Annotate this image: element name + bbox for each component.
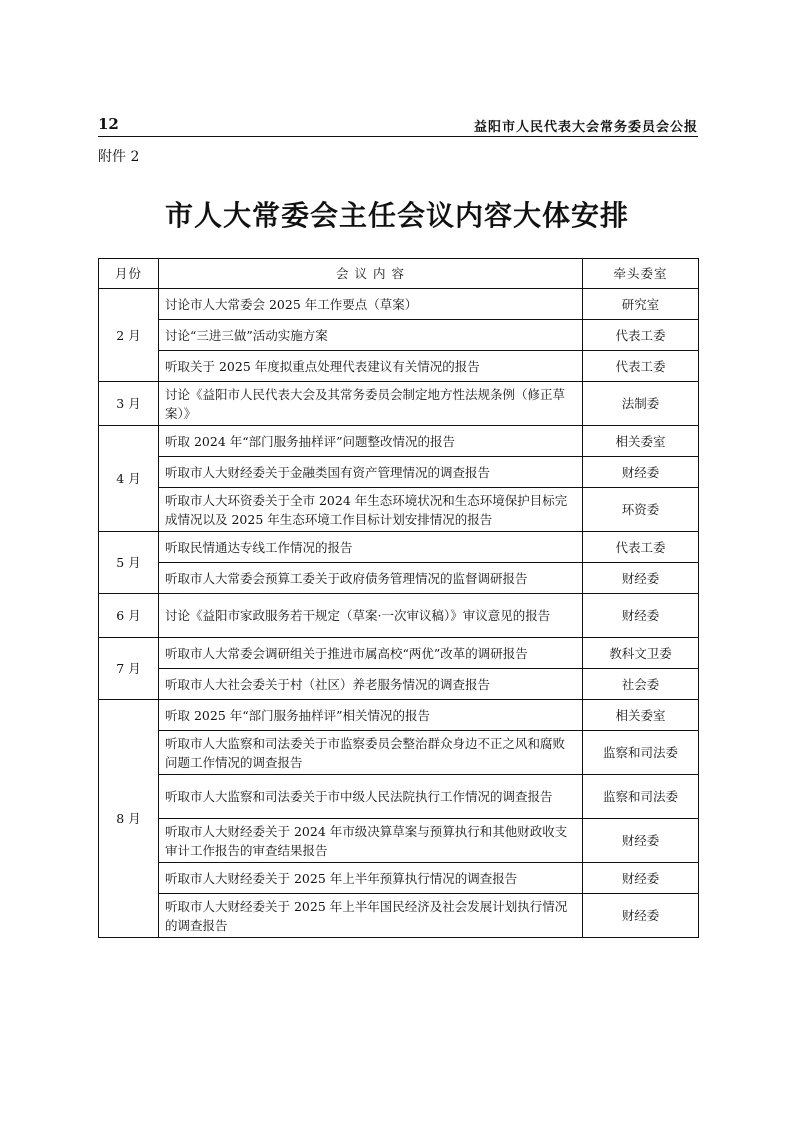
month-cell: 2 月: [99, 289, 159, 382]
content-cell: 听取市人大常委会调研组关于推进市属高校“两优”改革的调研报告: [159, 638, 583, 669]
month-cell: 8 月: [99, 700, 159, 938]
committee-cell: 环资委: [583, 488, 699, 532]
schedule-table: [98, 258, 699, 938]
header-rule: [98, 136, 698, 137]
attachment-label: 附件 2: [98, 149, 140, 165]
month-cell: 6 月: [99, 594, 159, 638]
content-cell: 听取市人大财经委关于 2025 年上半年预算执行情况的调查报告: [159, 863, 583, 894]
table-row: [99, 351, 699, 382]
month-cell: 4 月: [99, 426, 159, 532]
content-cell: 听取市人大环资委关于全市 2024 年生态环境状况和生态环境保护目标完成情况以及 2025 年生态环境工作目标计划安排情况的报告: [159, 488, 583, 532]
table-row: [99, 426, 699, 457]
table-row: [99, 563, 699, 594]
table-row: [99, 700, 699, 731]
header-month: 月份: [99, 259, 159, 289]
content-cell: 讨论《益阳市家政服务若干规定（草案·一次审议稿）》审议意见的报告: [159, 594, 583, 638]
month-cell: 3 月: [99, 382, 159, 426]
committee-cell: 相关委室: [583, 700, 699, 731]
committee-cell: 教科文卫委: [583, 638, 699, 669]
content-cell: 听取关于 2025 年度拟重点处理代表建议有关情况的报告: [159, 351, 583, 382]
document-title: 市人大常委会主任会议内容大体安排: [164, 199, 629, 232]
content-cell: 听取 2024 年“部门服务抽样评”问题整改情况的报告: [159, 426, 583, 457]
committee-cell: 代表工委: [583, 351, 699, 382]
committee-cell: 研究室: [583, 289, 699, 320]
table-row: [99, 457, 699, 488]
table-row: [99, 775, 699, 819]
table-row: [99, 894, 699, 938]
table-row: [99, 382, 699, 426]
committee-cell: 财经委: [583, 563, 699, 594]
content-cell: 听取市人大社会委关于村（社区）养老服务情况的调查报告: [159, 669, 583, 700]
table-row: [99, 819, 699, 863]
month-cell: 7 月: [99, 638, 159, 700]
committee-cell: 监察和司法委: [583, 731, 699, 775]
content-cell: 听取民情通达专线工作情况的报告: [159, 532, 583, 563]
header-content: 会 议 内 容: [159, 259, 583, 289]
content-cell: 讨论《益阳市人民代表大会及其常务委员会制定地方性法规条例（修正草案）》: [159, 382, 583, 426]
committee-cell: 代表工委: [583, 320, 699, 351]
content-cell: 听取市人大财经委关于 2024 年市级决算草案与预算执行和其他财政收支审计工作报告的审查结果报告: [159, 819, 583, 863]
table-row: [99, 638, 699, 669]
table-row: [99, 320, 699, 351]
content-cell: 讨论“三进三做”活动实施方案: [159, 320, 583, 351]
committee-cell: 财经委: [583, 594, 699, 638]
content-cell: 听取市人大财经委关于金融类国有资产管理情况的调查报告: [159, 457, 583, 488]
content-cell: 听取市人大常委会预算工委关于政府债务管理情况的监督调研报告: [159, 563, 583, 594]
committee-cell: 财经委: [583, 819, 699, 863]
content-cell: 讨论市人大常委会 2025 年工作要点（草案）: [159, 289, 583, 320]
page-number: 12: [98, 115, 119, 133]
committee-cell: 监察和司法委: [583, 775, 699, 819]
table-row: [99, 289, 699, 320]
content-cell: 听取 2025 年“部门服务抽样评”相关情况的报告: [159, 700, 583, 731]
table-row: [99, 532, 699, 563]
committee-cell: 社会委: [583, 669, 699, 700]
committee-cell: 财经委: [583, 894, 699, 938]
content-cell: 听取市人大监察和司法委关于市中级人民法院执行工作情况的调查报告: [159, 775, 583, 819]
content-cell: 听取市人大财经委关于 2025 年上半年国民经济及社会发展计划执行情况的调查报告: [159, 894, 583, 938]
committee-cell: 法制委: [583, 382, 699, 426]
header-committee: 牵头委室: [583, 259, 699, 289]
table-row: [99, 731, 699, 775]
committee-cell: 相关委室: [583, 426, 699, 457]
committee-cell: 财经委: [583, 457, 699, 488]
table-row: [99, 863, 699, 894]
month-cell: 5 月: [99, 532, 159, 594]
content-cell: 听取市人大监察和司法委关于市监察委员会整治群众身边不正之风和腐败问题工作情况的调查报告: [159, 731, 583, 775]
table-header-row: [99, 259, 699, 289]
journal-title: 益阳市人民代表大会常务委员会公报: [473, 120, 698, 135]
table-row: [99, 594, 699, 638]
committee-cell: 代表工委: [583, 532, 699, 563]
table-row: [99, 669, 699, 700]
table-row: [99, 488, 699, 532]
committee-cell: 财经委: [583, 863, 699, 894]
